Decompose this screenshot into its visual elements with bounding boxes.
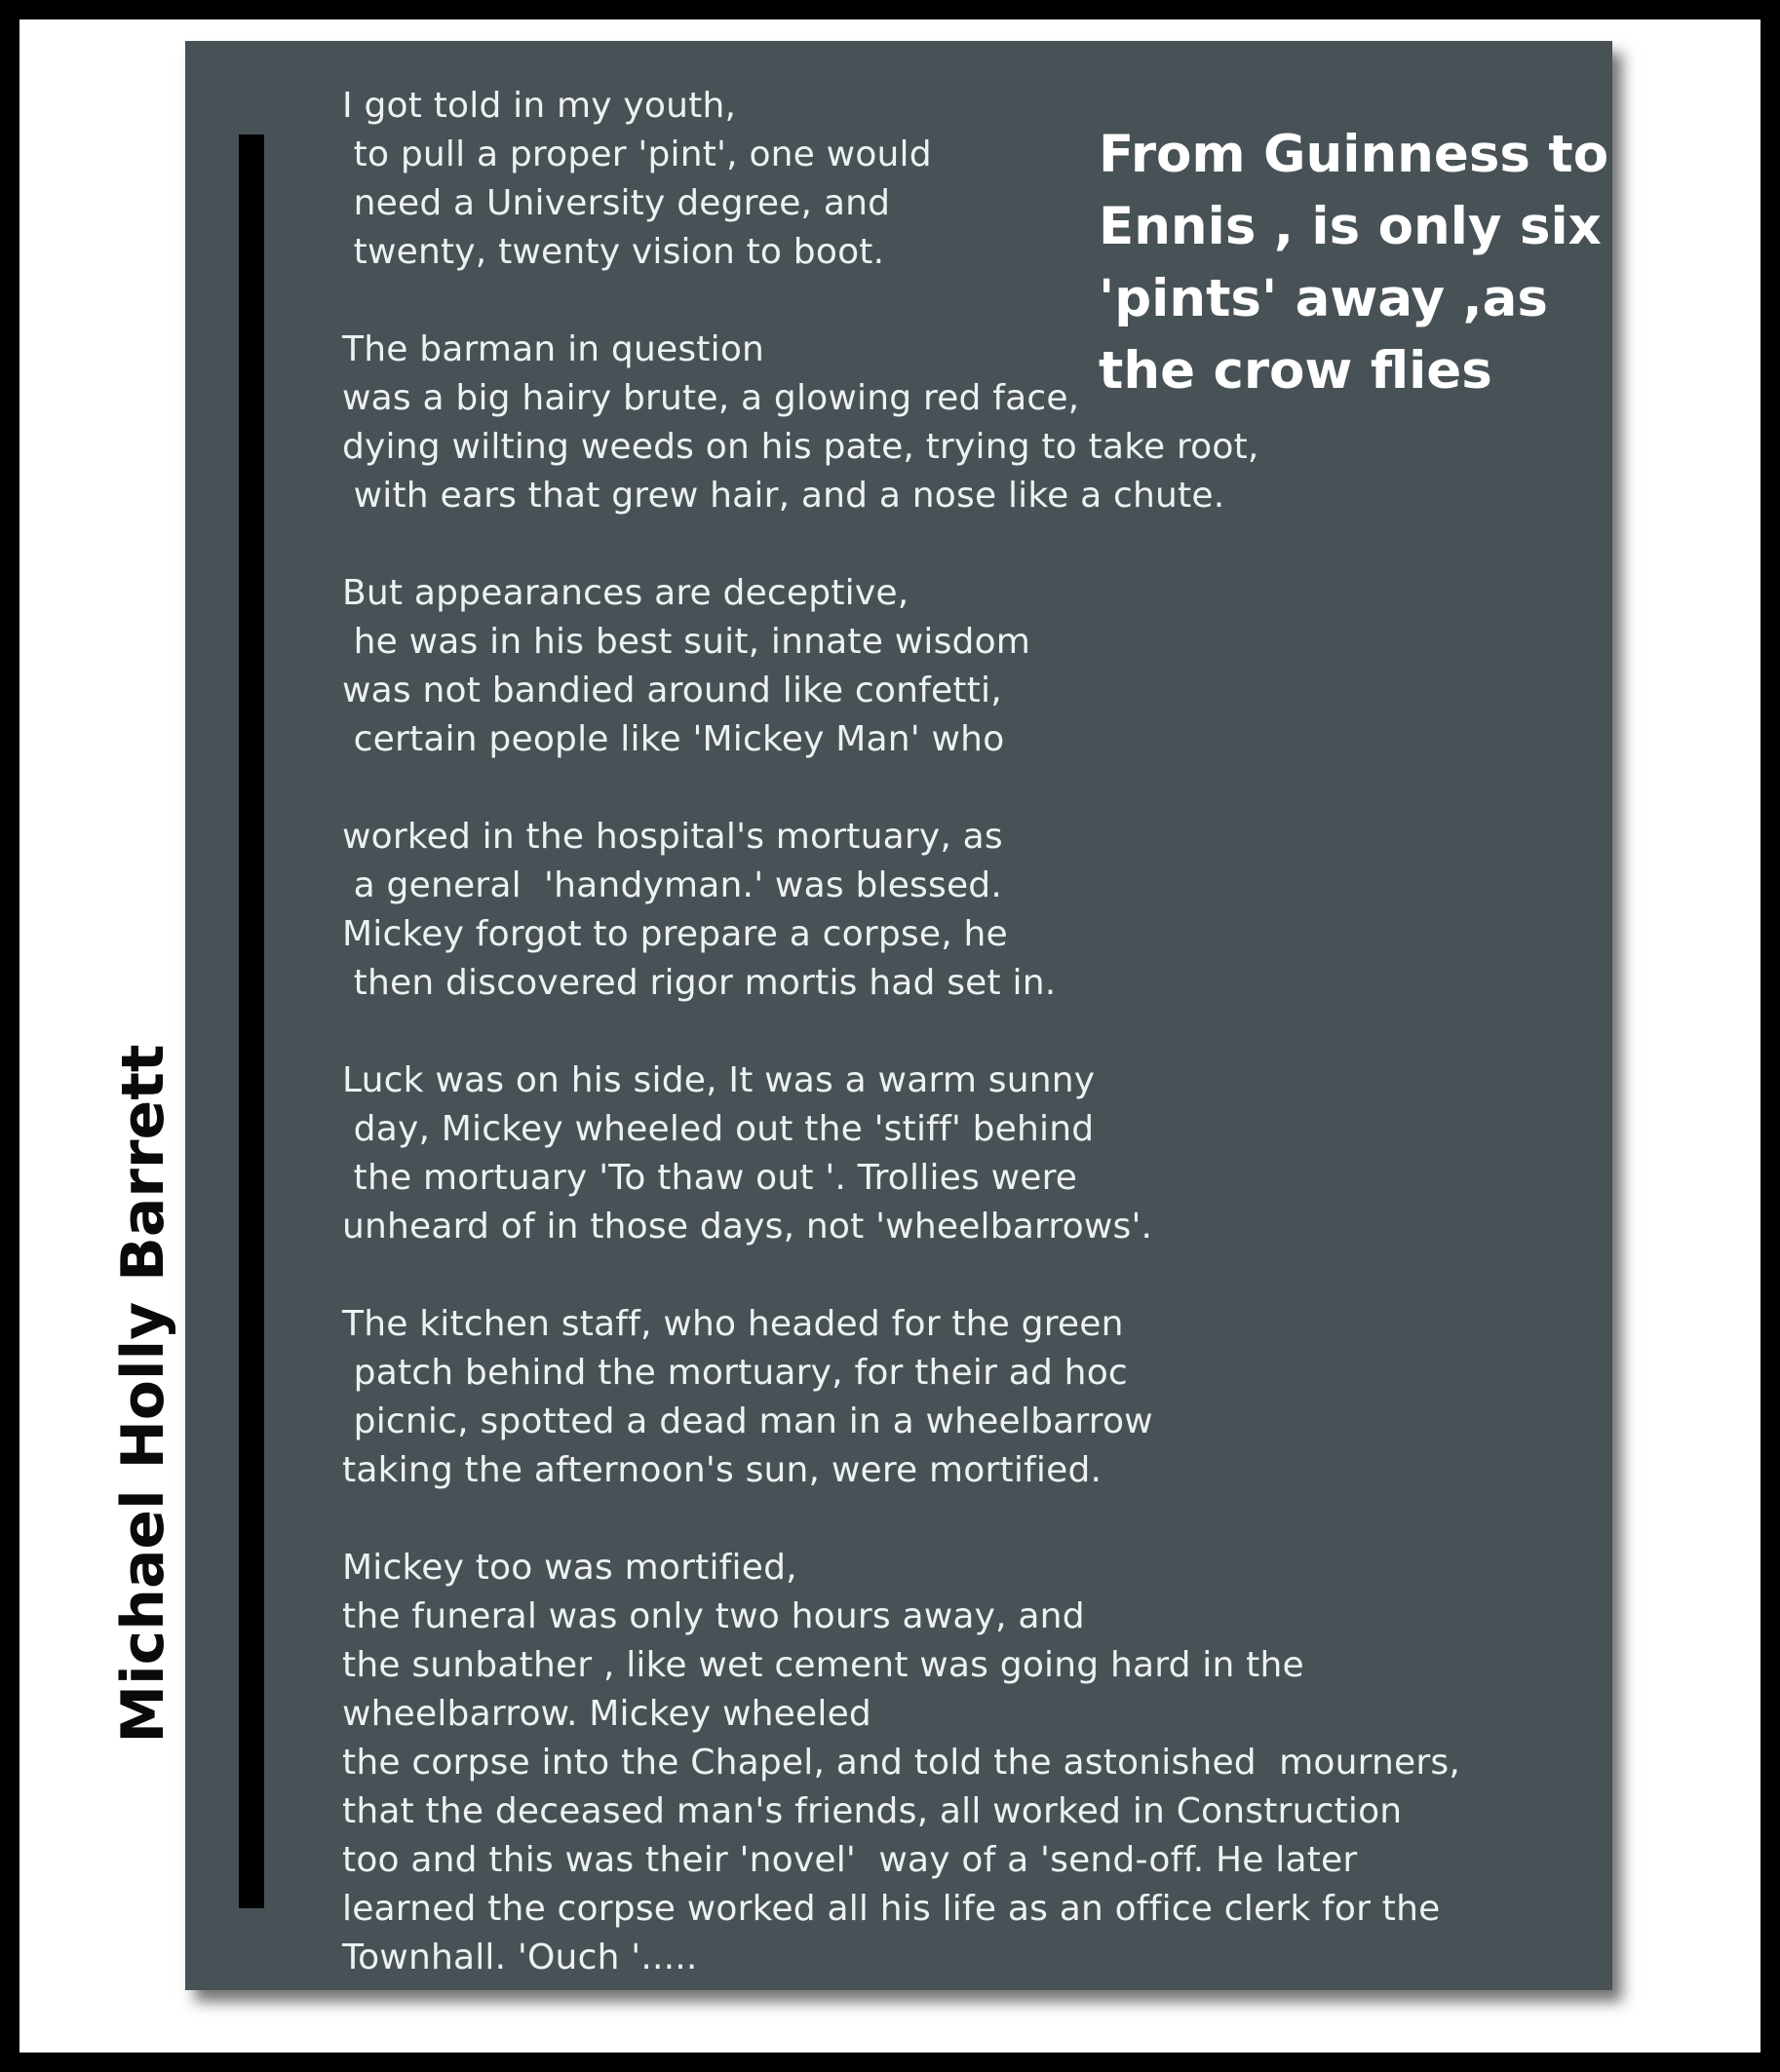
poem-line: twenty, twenty vision to boot. [342, 232, 885, 272]
poem-line: the mortuary 'To thaw out '. Trollies were [342, 1158, 1078, 1198]
poem-line: The barman in question [342, 329, 765, 369]
title-line: 'pints' away ,as [1099, 269, 1548, 328]
stanza [342, 326, 1541, 520]
poem-line: learned the corpse worked all his life as an office clerk for the [342, 1889, 1441, 1929]
poem-line: dying wilting weeds on his pate, trying to take root, [342, 427, 1259, 467]
poem-line: taking the afternoon's sun, were mortified. [342, 1450, 1103, 1490]
stanza [342, 1544, 1541, 1982]
stanza [342, 569, 1541, 764]
title-line: the crow flies [1099, 341, 1492, 401]
poem-line: The kitchen staff, who headed for the green [342, 1304, 1124, 1344]
poem-line: too and this was their 'novel' way of a 'send-off. He later [342, 1840, 1358, 1880]
title-line: From Guinness to [1099, 125, 1609, 184]
stanza [342, 1056, 1541, 1251]
poem-line: picnic, spotted a dead man in a wheelbarrow [342, 1401, 1153, 1441]
poem-body [342, 82, 1541, 1982]
poem-line: need a University degree, and [342, 183, 891, 223]
poem-line: that the deceased man's friends, all worked in Construction [342, 1791, 1403, 1831]
poem-line: patch behind the mortuary, for their ad hoc [342, 1353, 1128, 1393]
poem-line: But appearances are deceptive, [342, 573, 909, 613]
poem-line: the funeral was only two hours away, and [342, 1596, 1085, 1636]
poem-line: a general 'handyman.' was blessed. [342, 865, 1002, 905]
poem-line: to pull a proper 'pint', one would [342, 134, 932, 174]
poem-line: Mickey too was mortified, [342, 1548, 797, 1588]
poem-line: he was in his best suit, innate wisdom [342, 622, 1031, 662]
poem-line: was not bandied around like confetti, [342, 671, 1002, 710]
vertical-black-rule [239, 134, 264, 1908]
stanza [342, 82, 1541, 277]
poem-line: with ears that grew hair, and a nose like a chute. [342, 476, 1225, 516]
poem-line: Townhall. 'Ouch '..... [342, 1938, 698, 1977]
author-name: Michael Holly Barrett [109, 1044, 177, 1744]
poem-line: day, Mickey wheeled out the 'stiff' behind [342, 1109, 1095, 1149]
poem-line: wheelbarrow. Mickey wheeled [342, 1694, 871, 1734]
poem-line: worked in the hospital's mortuary, as [342, 817, 1003, 857]
poem-line: then discovered rigor mortis had set in. [342, 963, 1057, 1003]
poem-line: Mickey forgot to prepare a corpse, he [342, 914, 1008, 954]
poem-line: certain people like 'Mickey Man' who [342, 719, 1005, 759]
poem-line: the sunbather , like wet cement was going hard in the [342, 1645, 1304, 1685]
poem-line: the corpse into the Chapel, and told the astonished mourners, [342, 1743, 1460, 1783]
title-line: Ennis , is only six [1099, 197, 1602, 256]
poem-line: Luck was on his side, It was a warm sunny [342, 1060, 1096, 1100]
poem-line: I got told in my youth, [342, 86, 737, 126]
poem-line: was a big hairy brute, a glowing red face, [342, 378, 1080, 418]
stanza [342, 813, 1541, 1008]
poem-line: unheard of in those days, not 'wheelbarrows'. [342, 1207, 1153, 1247]
stanza [342, 1300, 1541, 1495]
